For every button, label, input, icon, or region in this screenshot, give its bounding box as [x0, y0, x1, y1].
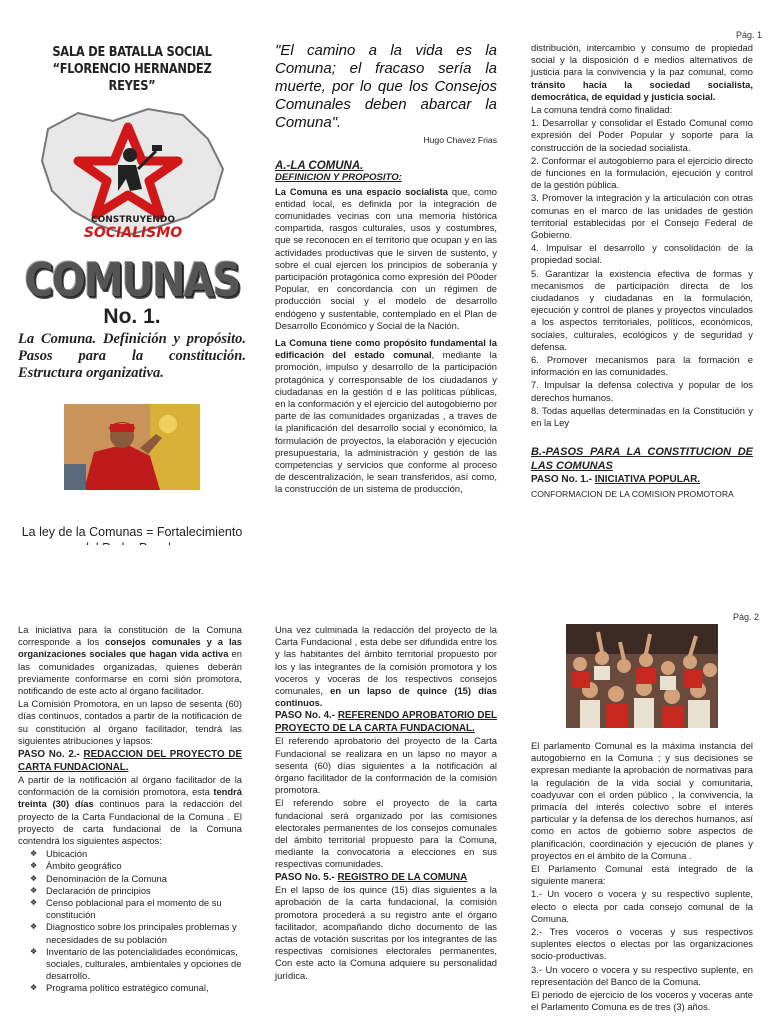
carta-aspect-item: ❖ Inventario de las potencialidades económicas, sociales, culturales, ambientales y opciones de desarrollo.: [30, 946, 242, 983]
parlamento-member-item: 2.- Tres voceros o voceras y sus respectivos suplentes electos o electas por las organizaciones socio-productivas.: [531, 926, 753, 962]
paso-4-label: PASO No. 4.-: [275, 710, 336, 722]
initiative-bold: consejos comunales y a las organizaciones sociales que hagan vida activa: [18, 636, 242, 660]
finalidad-item: 8. Todas aquellas determinadas en la Constitución y en la Ley: [531, 404, 753, 429]
photo-illustration: [64, 404, 200, 490]
finalidad-item: 7. Impulsar la defensa colectiva y popular de los derechos humanos.: [531, 379, 753, 403]
chavez-photo: [64, 404, 200, 490]
definition-bold: La Comuna es una espacio socialista: [275, 185, 448, 197]
paso-5-label: PASO No. 5.-: [275, 871, 335, 883]
logo-text-socialismo: SOCIALISMO: [83, 225, 183, 241]
difusion-bold: en un lapso de quince (15) días continuos.: [275, 685, 497, 709]
logo-text-construyendo: CONSTRUYENDO: [91, 215, 175, 225]
finalidad-item: 3. Promover la integración y la articulación con otras comunas en el marco de las unidades de gestión territorial establecidas por el Consejo Federal de Gobierno.: [531, 192, 753, 241]
purpose-paragraph: [275, 337, 497, 496]
parlamento-integrado: El Parlamento Comunal está integrado de la siguiente manera:: [531, 863, 753, 887]
initiative-text-b: en las comunidades organizadas, quienes deberán previamente conformarse en comi sión promotora, notificando de este acto al órgano facilitador.: [18, 648, 242, 697]
redaccion-text-b: continuos para la redacción del proyecto de la Carta Fundacional de la Comuna . El proyecto de carta fundacional de la Comuna contendrá los siguientes aspectos:: [18, 798, 242, 847]
difusion-text: Una vez culminada la redacción del proyecto de la Carta Fundacional , esta debe ser difundida entre los y las habitantes del ámbito territorial propuesto por los y las integrantes de la comisión promotora y los voceros y voceras de los respectivos consejos comunales,: [275, 624, 497, 697]
redaccion-bold: tendrá treinta (30) días: [18, 786, 242, 810]
section-a-title: A.-LA COMUNA.: [275, 160, 364, 173]
initiative-text-a: La iniciativa para la constitución de la Comuna corresponde a los: [18, 624, 242, 648]
carta-aspect-item: ❖ Censo poblacional para el momento de su constitución: [30, 897, 242, 921]
page-number: Pág. 1: [736, 30, 763, 40]
finalidad-item: 1. Desarrollar y consolidar el Estado Comunal como expresión del Poder Popular y soporte para la construcción de la sociedad socialista.: [531, 117, 753, 153]
column-3: [531, 42, 753, 500]
definition-text: que, como entidad local, es definida por la integración de comunidades vecinas con una memoria histórica compartida, rasgos culturales, usos y costumbres, que se reconocen en el territorio que ocupan y en las actividades productivas que le sirven de sustento, y sobre el cual ejercen los principios de soberanía y participación protagónica como expresión del P0oder Popular, en concordancia con un régimen de producción social y el modelo de desarrollo endógeno y sustentable, contemplado en el Plan de Desarrollo Económico y Social de la Nación.: [275, 185, 497, 331]
parliament-photo: [566, 624, 718, 728]
paso-1-label: PASO No. 1.-: [531, 474, 592, 486]
registro-paragraph: En el lapso de los quince (15) días siguientes a la aprobación de la carta fundacional, la comisión promotora procederá a su registro ante el órgano facilitador, acompañando dicho documento de las actas de votación suscritas por los integrantes de las respectivas comisiones electorales permanentes, Con este acto la Comuna adquiere su personalidad jurídica.: [275, 884, 497, 981]
cover-subtitle: La Comuna. Definición y propósito. Pasos para la constitución. Estructura organizativa.: [18, 331, 246, 381]
continuation-bold: tránsito hacia la sociedad socialista, democrática, de equidad y justicia social.: [531, 78, 753, 102]
paso-2-label: PASO No. 2.-: [18, 749, 80, 761]
construyendo-socialismo-logo: [18, 99, 246, 247]
carta-aspects-list: [18, 848, 242, 994]
paso-2-heading: [18, 749, 242, 774]
paso-1-heading: [531, 474, 753, 486]
paso-5-title: REGISTRO DE LA COMUNA: [337, 871, 468, 883]
difusion-paragraph: [275, 624, 497, 709]
finalidad-list: [531, 117, 753, 429]
crowd-photo-illustration: [566, 624, 718, 728]
comunas-banner: [18, 254, 246, 308]
paso-1-title: INICIATIVA POPULAR.: [594, 474, 701, 486]
column-2: [275, 42, 497, 497]
p2-column-2: [275, 624, 497, 983]
carta-aspect-item: ❖ Denominación de la Comuna: [30, 873, 242, 885]
finalidad-item: 2. Conformar el autogobierno para el ejercicio directo de funciones en la formulación, ejecución y control de la gestión pública.: [531, 154, 753, 191]
header-title-line2: “FLORENCIO HERNANDEZ REYES”: [52, 62, 212, 94]
carta-aspect-item: ❖ Declaración de principios: [30, 885, 242, 897]
page-2: [0, 600, 768, 1024]
referendo-paragraph-1: El referendo aprobatorio del proyecto de la Carta Fundacional se realizara en un lapso no mayor a sesenta (60) días siguientes a la notificación al órgano facilitador de la conformación de la comisión promotora.: [275, 735, 497, 796]
p2-column-3: [531, 624, 753, 1014]
comunas-banner-text: COMUNAS: [24, 254, 240, 308]
carta-aspect-item: ❖ Programa político estratégico comunal,: [30, 982, 242, 994]
continuation-text: distribución, intercambio y consumo de propiedad social y la disposición d e medios alternativos de justicia para la convivencia y la paz comunal, como: [531, 42, 753, 78]
paso-5-heading: [275, 872, 497, 885]
section-a-subtitle: DEFINICION Y PROPOSITO:: [275, 172, 402, 184]
number-title: No. 1.: [103, 305, 161, 328]
redaccion-paragraph: [18, 774, 242, 847]
periodo-paragraph: El periodo de ejercicio de los voceros y voceras ante el Parlamento Comuna es de tres (3) años.: [531, 989, 753, 1013]
commission-paragraph: La Comisión Promotora, en un lapso de sesenta (60) días continuos, contados a partir de la notificación de su constitución al órgano facilitador, tendrá las siguientes atribuciones y lapsos:: [18, 698, 242, 746]
parlamento-member-item: 1.- Un vocero o vocera y su respectivo suplente, electo o electa por cada consejo comunal de la Comuna.: [531, 888, 753, 924]
paso-4-heading: [275, 710, 497, 735]
quote-text: "El camino a la vida es la Comuna; el fracaso sería la muerte, por lo que los Consejos Comunales deben abarcar la Comuna".: [275, 42, 497, 131]
section-b-title: B.-PASOS PARA LA CONSTITUCION DE LAS COMUNAS: [531, 446, 753, 473]
parlamento-members-list: [531, 888, 753, 988]
page-gap: [0, 545, 768, 600]
paso-2-title: REDACCION DEL PROYECTO DE CARTA FUNDACIONAL.: [18, 749, 242, 773]
carta-aspect-item: ❖ Ubicación: [30, 848, 242, 860]
finalidad-item: 4. Impulsar el desarrollo y consolidación de la propiedad social.: [531, 242, 753, 266]
definition-paragraph: [275, 186, 497, 332]
p2-column-1: [18, 624, 242, 995]
purpose-text: , mediante la promoción, impulso y desarrollo de la participación protagónica y corresponsable de los ciudadanos y ciudadanas en la gestión d e las políticas públicas, en la conformación y el ejercicio del autogobierno por parte de las comunidades organizadas , a traves de la planificación del desarrollo social y económico, la formulación de proyectos, la elaboración y ejecución presupuestaria, la administración y gestión de las competencias y servicios que conforme al proceso de descentralización, le sean transferidos, así como, la construcción de un sistema de producción,: [275, 349, 498, 495]
parlamento-member-item: 3.- Un vocero o vocera y su respectivo suplente, en representación del Banco de la Comuna.: [531, 963, 753, 987]
paso-1-subtitle: CONFORMACION DE LA COMISION PROMOTORA: [531, 488, 734, 499]
continuation-paragraph: [531, 42, 753, 103]
parlamento-paragraph: El parlamento Comunal es la máxima instancia del autogobierno en la Comuna ; y sus decisiones se expresan mediante la aprobación de normativas para la regulación de la vida social y comunitaria, coadyuvar con el orden público , la convivencia, la primacía del interés colectivo sobre el interés particular y la defensa de los derechos humanos, así como en actos de gobierno sobre aspectos de planificación, coordinación y ejecución de planes y proyectos en el ámbito de la Comuna .: [531, 740, 753, 861]
finalidad-item: 5. Garantizar la existencia efectiva de formas y mecanismos de participación directa de los ciudadanos y ciudadanas en la formulación, ejecución y control de planes y proyectos vinculados a los aspectos territoriales, políticos, económicos, sociales, culturales, ecológicos y de seguridad y defensa.: [531, 267, 753, 352]
cover-column: [18, 44, 246, 570]
redaccion-text-a: A partir de la notificación al órgano facilitador de la conformación de la comisión promotora, esta: [18, 774, 242, 798]
carta-aspect-item: ❖ Diagnostico sobre los principales problemas y necesidades de su población: [30, 921, 242, 945]
finalidad-intro: La comuna tendrá como finalidad:: [531, 104, 673, 116]
paso-4-title: REFERENDO APROBATORIO DEL PROYECTO DE LA CARTA FUNDACIONAL.: [275, 710, 497, 734]
page-number-2: Pág. 2: [733, 612, 760, 622]
purpose-bold: La Comuna tiene como propósito fundamental la edificación del estado comunal: [275, 337, 497, 361]
quote-author: Hugo Chavez Frias: [423, 135, 497, 145]
carta-aspect-item: ❖ Ámbito geográfico: [30, 860, 242, 872]
referendo-paragraph-2: El referendo sobre el proyecto de la carta fundacional será organizado por las comisiones electorales permanentes de los consejos comunales del ámbito territorial propuesto para la Comuna, mediante la convocatoria a elecciones en sus respectivas comunidades.: [275, 797, 497, 870]
finalidad-item: 6. Promover mecanismos para la formación e información en las comunidades.: [531, 354, 753, 378]
header-title-line1: SALA DE BATALLA SOCIAL: [52, 45, 212, 60]
initiative-paragraph: [18, 624, 242, 697]
photo-caption: La ley de la Comunas = Fortalecimiento: [21, 525, 243, 539]
